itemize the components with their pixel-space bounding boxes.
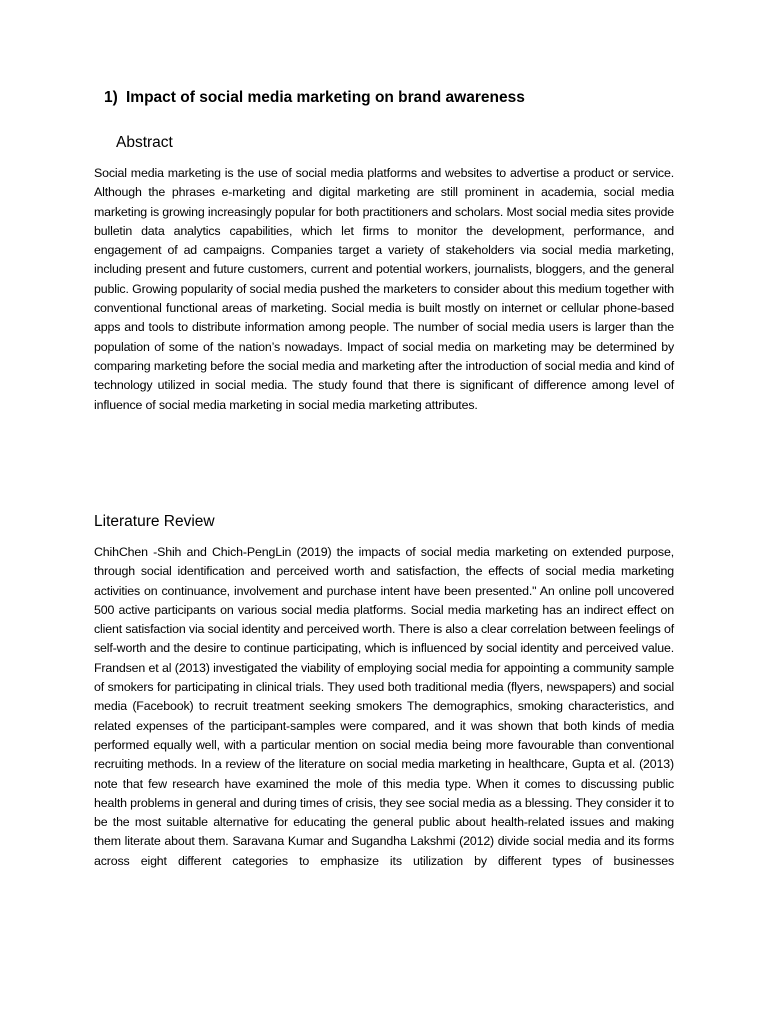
abstract-heading: Abstract (116, 134, 173, 151)
abstract-paragraph: Social media marketing is the use of social media platforms and websites to advertise a product or service. Although the phrases e-marketing and digital marketing are still prominent in academia, social media marketing is growing increasingly popular for both practitioners and scholars. Most social media sites provide bulletin data analytics capabilities, which let firms to monitor the development, performance, and engagement of ad campaigns. Companies target a variety of stakeholders via social media marketing, including present and future customers, current and potential workers, journalists, bloggers, and the general public. Growing popularity of social media pushed the marketers to consider about this medium together with conventional functional areas of marketing. Social media is built mostly on internet or cellular phone-based apps and tools to distribute information among people. The number of social media users is larger than the population of some of the nation’s nowadays. Impact of social media on marketing may be determined by comparing marketing before the social media and marketing after the introduction of social media and kind of technology utilized in social media. The study found that there is significant of difference among level of influence of social media marketing in social media marketing attributes. (94, 166, 674, 412)
section-title: Impact of social media marketing on brand awareness (126, 89, 525, 106)
literature-review-heading: Literature Review (94, 513, 215, 530)
section-heading (104, 88, 525, 108)
section-number: 1) (104, 89, 118, 106)
literature-review-paragraph: ChihChen -Shih and Chich-PengLin (2019) the impacts of social media marketing on extended purpose, through social identification and perceived worth and satisfaction, the effects of social media marketing activities on continuance, involvement and purchase intent have been presented." An online poll uncovered 500 active participants on various social media platforms. Social media marketing has an indirect effect on client satisfaction via social identity and perceived worth. There is also a clear correlation between feelings of self-worth and the desire to continue participating, which is influenced by social identity and perceived value. Frandsen et al (2013) investigated the viability of employing social media for appointing a community sample of smokers for participating in clinical trials. They used both traditional media (flyers, newspapers) and social media (Facebook) to recruit treatment seeking smokers The demographics, smoking characteristics, and related expenses of the participant-samples were compared, and it was shown that both kinds of media performed equally well, with a particular mention on social media being more favourable than conventional recruiting methods. In a review of the literature on social media marketing in healthcare, Gupta et al. (2013) note that few research have examined the mole of this media type. When it comes to discussing public health problems in general and during times of crisis, they see social media as a blessing. They consider it to be the most suitable alternative for educating the general public about health-related issues and making them literate about them. Saravana Kumar and Sugandha Lakshmi (2012) divide social media and its forms across eight different categories to emphasize its utilization by different types of businesses (94, 545, 674, 868)
